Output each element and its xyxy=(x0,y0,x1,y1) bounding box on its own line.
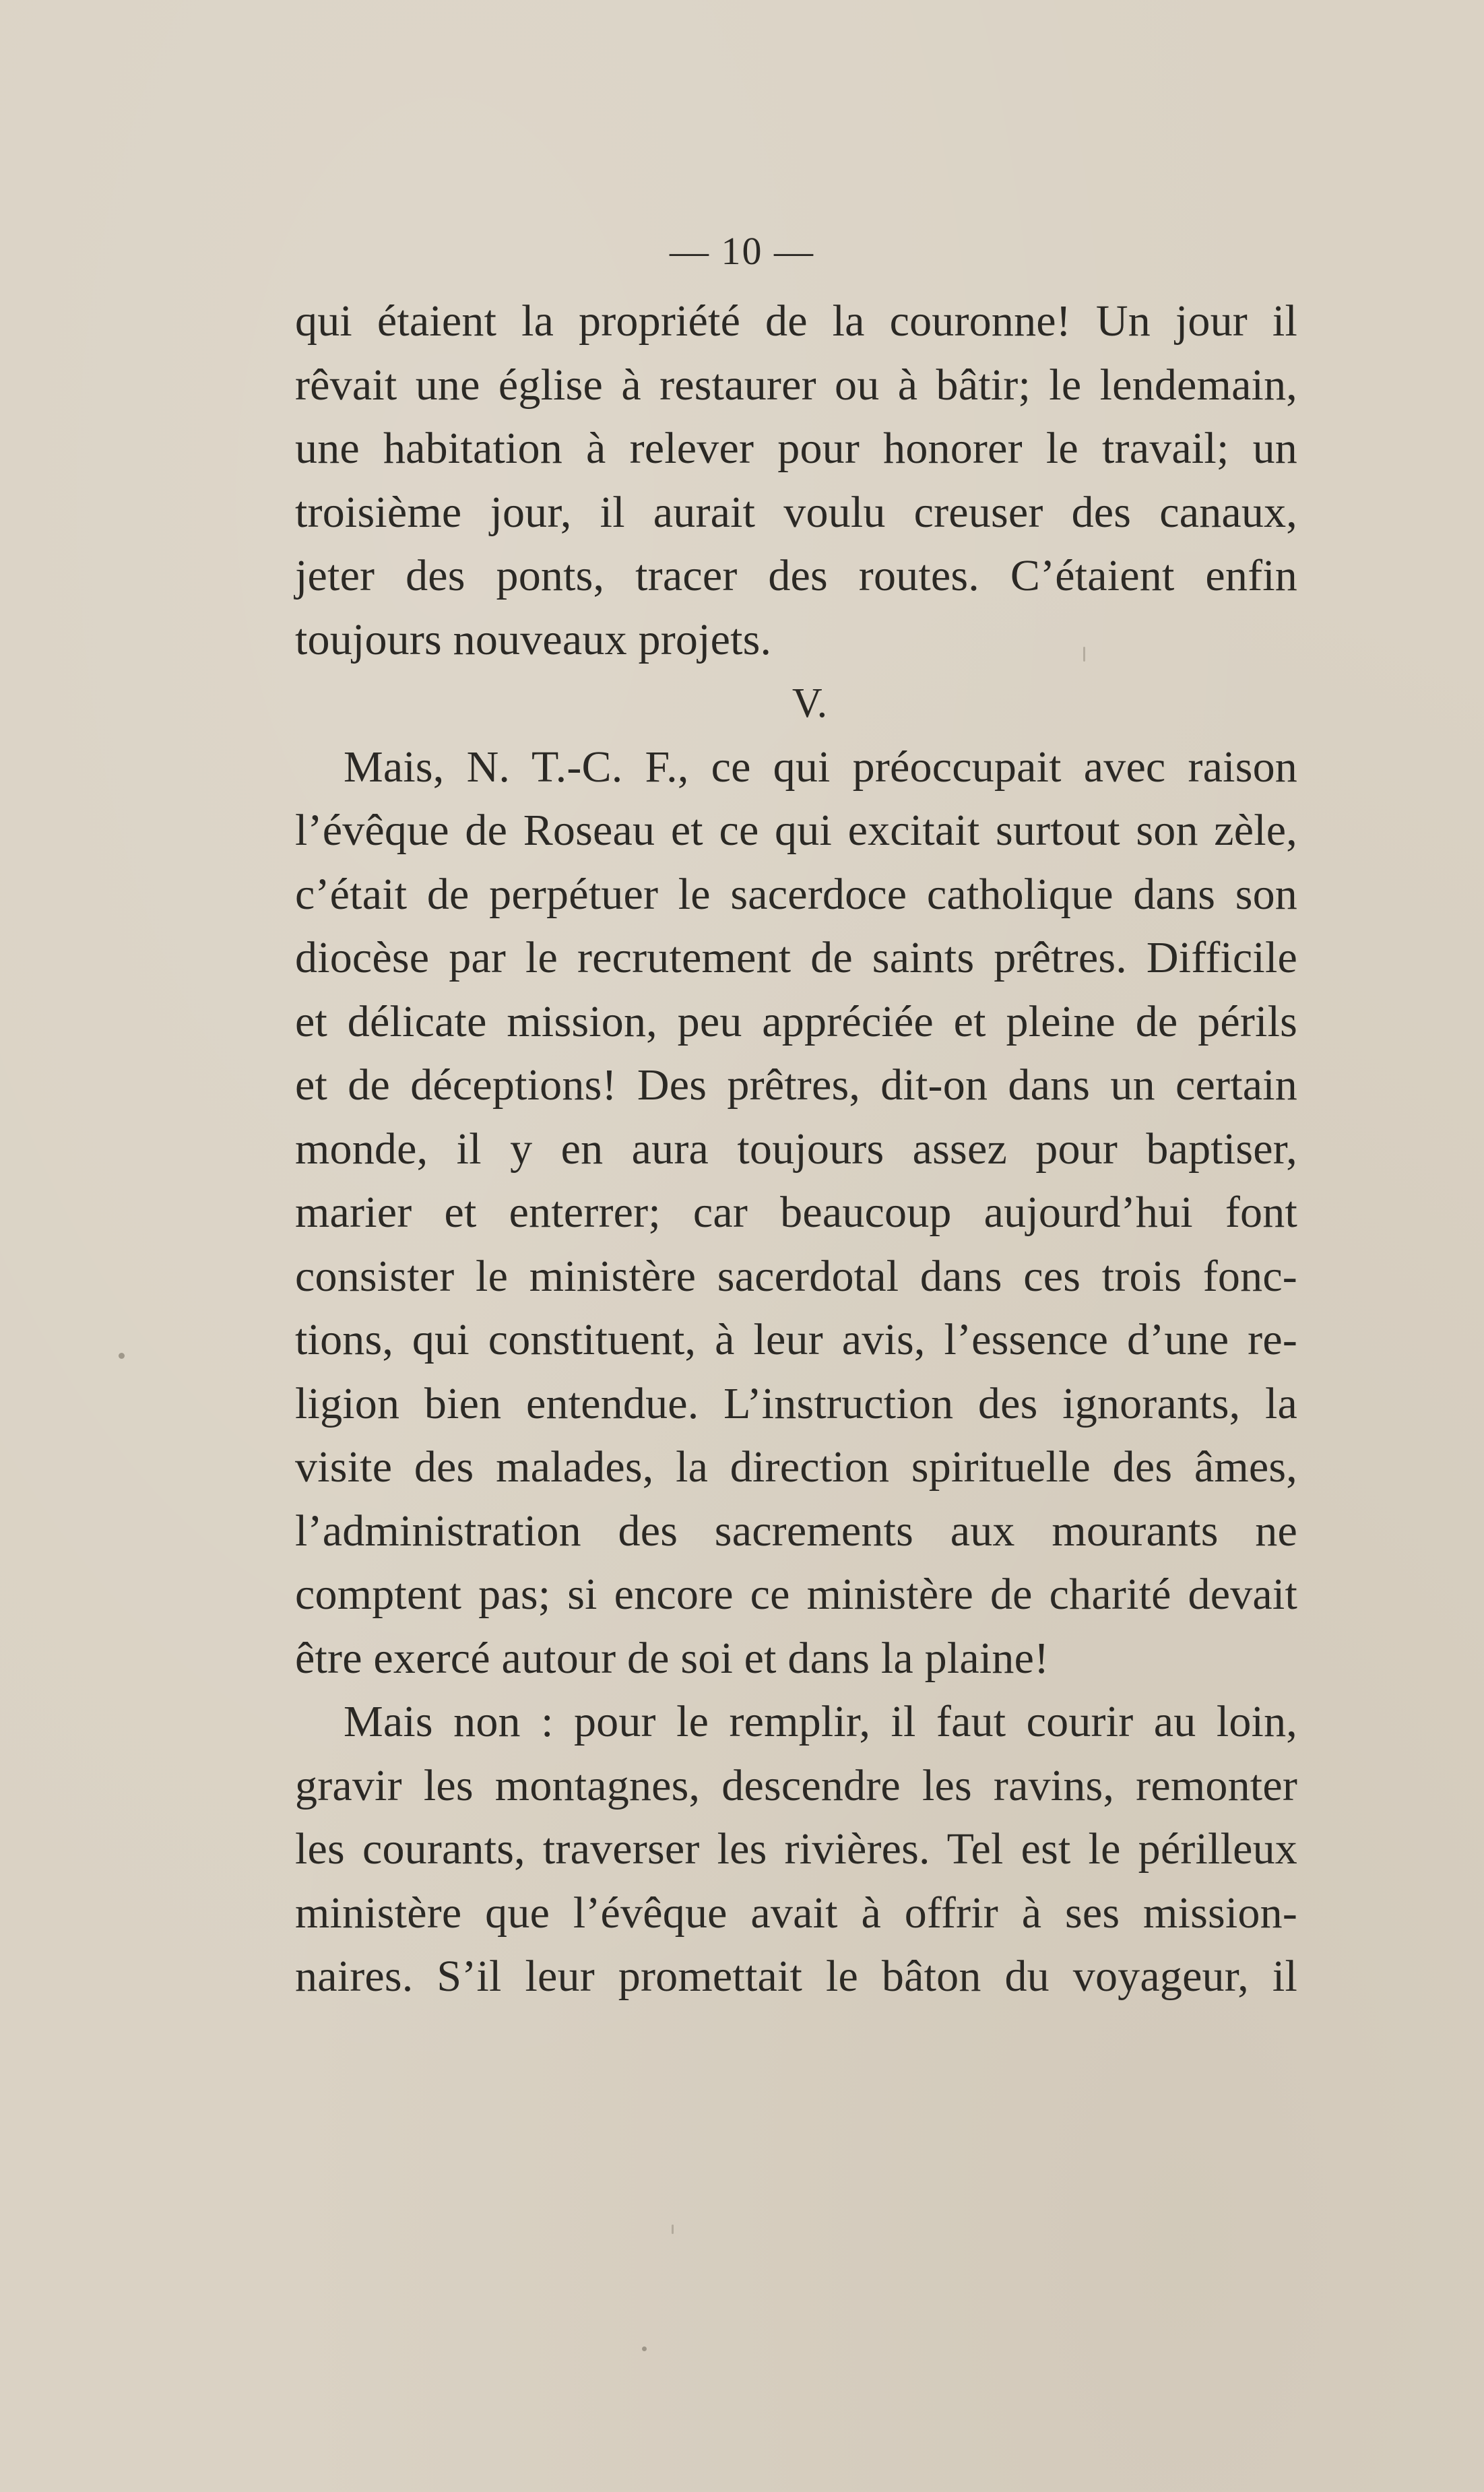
section-heading: V. xyxy=(792,680,828,726)
text-line: Mais non : pour le remplir, il faut courir au loin, xyxy=(344,1697,1297,1746)
text-line: l’administration des sacrements aux mourants ne xyxy=(295,1506,1297,1556)
text-line: marier et enterrer; car beaucoup aujourd’hui font xyxy=(295,1188,1297,1237)
text-line: consister le ministère sacerdotal dans ces trois fonc- xyxy=(295,1251,1297,1301)
text-line: naires. S’il leur promettait le bâton du voyageur, il xyxy=(295,1952,1297,2001)
text-line: gravir les montagnes, descendre les ravins, remonter xyxy=(295,1760,1297,1810)
text-line: les courants, traverser les rivières. Tel est le périlleux xyxy=(295,1824,1297,1874)
text-line: jeter des ponts, tracer des routes. C’étaient enfin xyxy=(295,551,1297,600)
text-line: toujours nouveaux projets. xyxy=(295,614,772,664)
text-line: troisième jour, il aurait voulu creuser des canaux, xyxy=(295,487,1297,537)
text-line: ministère que l’évêque avait à offrir à ses mission- xyxy=(295,1888,1297,1938)
text-line: être exercé autour de soi et dans la plaine! xyxy=(295,1633,1050,1683)
text-line: et de déceptions! Des prêtres, dit-on dans un certain xyxy=(295,1060,1297,1110)
paragraph xyxy=(295,736,1297,1691)
text-line: diocèse par le recrutement de saints prêtres. Difficile xyxy=(295,933,1297,982)
text-line: rêvait une église à restaurer ou à bâtir; le lendemain, xyxy=(295,360,1297,410)
text-line: et délicate mission, peu appréciée et pleine de périls xyxy=(295,996,1297,1046)
paragraph xyxy=(295,1690,1297,2009)
text-line: ligion bien entendue. L’instruction des ignorants, la xyxy=(295,1378,1297,1428)
text-line: c’était de perpétuer le sacerdoce catholique dans son xyxy=(295,869,1297,919)
page-number: — 10 — xyxy=(670,229,814,273)
text-line: tions, qui constituent, à leur avis, l’essence d’une re- xyxy=(295,1315,1297,1364)
paper-speck xyxy=(642,2346,647,2351)
paper-speck xyxy=(119,1353,125,1359)
text-line: visite des malades, la direction spirituelle des âmes, xyxy=(295,1442,1297,1492)
text-line: Mais, N. T.-C. F., ce qui préoccupait avec raison xyxy=(344,742,1297,792)
text-line: comptent pas; si encore ce ministère de charité devait xyxy=(295,1570,1297,1619)
text-line: l’évêque de Roseau et ce qui excitait surtout son zèle, xyxy=(295,806,1297,855)
text-line: monde, il y en aura toujours assez pour baptiser, xyxy=(295,1124,1297,1174)
paper-speck xyxy=(672,2225,674,2234)
paragraph-continued xyxy=(295,290,1297,672)
body-text xyxy=(295,290,1297,2009)
text-line: qui étaient la propriété de la couronne! Un jour il xyxy=(295,296,1297,346)
text-line: une habitation à relever pour honorer le travail; un xyxy=(295,424,1297,473)
